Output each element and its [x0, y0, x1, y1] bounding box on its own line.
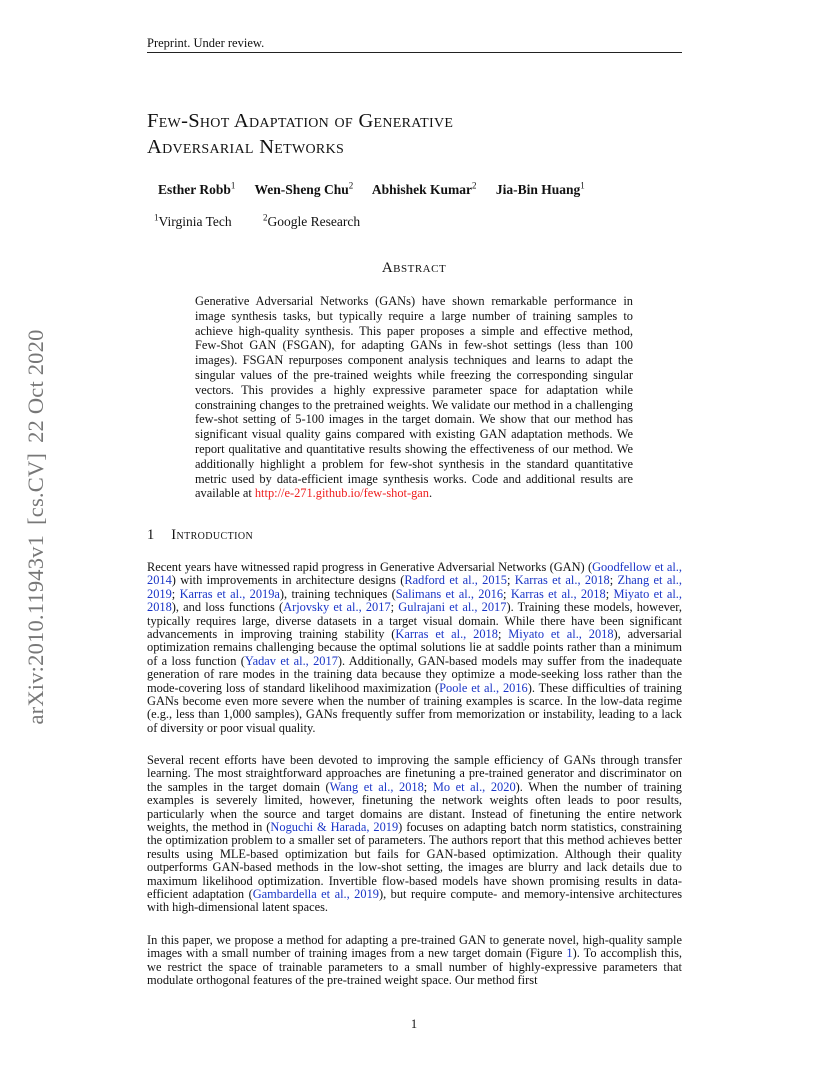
paragraph-text: ). Training these models, however, typically requires large, diverse datasets in a target visual domain. While there have been significant advancements in improving training stability (	[147, 600, 682, 642]
citation-link[interactable]: Salimans et al., 2016	[395, 586, 504, 601]
author-name: Abhishek Kumar	[371, 181, 473, 197]
abstract-text: Generative Adversarial Networks (GANs) have shown remarkable performance in image synthesis tasks, but typically require a large number of training samples to achieve high-quality synthesis. This paper proposes a simple and effective method, Few-Shot GAN (FSGAN), for adapting GANs in few-shot settings (less than 100 images). FSGAN repurposes component analysis techniques and learns to adapt the singular values of the pre-trained weights while freezing the corresponding singular vectors. This provides a highly expressive parameter space for adaptation while constraining changes to the pretrained weights. We validate our method in a challenging few-shot setting of 5-100 images in the target domain. We show that our method has significant visual quality gains compared with existing GAN adaptation methods. We report qualitative and quantitative results showing the effectiveness of our method. We additionally highlight a problem for few-shot synthesis in the standard quantitative metric used by data-efficient image synthesis works. Code and additional results are available at	[195, 294, 633, 501]
affiliation-number: 1	[154, 212, 159, 222]
author-name: Esther Robb	[158, 181, 231, 197]
citation-link[interactable]: Karras et al., 2018	[510, 586, 606, 601]
paragraph-text: ;	[171, 586, 180, 601]
author-name: Jia-Bin Huang	[495, 181, 581, 197]
intro-paragraph-2	[147, 754, 682, 915]
section-heading	[147, 527, 253, 544]
author	[158, 182, 235, 197]
abstract-body	[195, 294, 633, 501]
author	[372, 182, 477, 197]
affiliation	[263, 214, 360, 229]
abstract-end: .	[429, 486, 433, 501]
paragraph-text: In this paper, we propose a method for adapting a pre-trained GAN to generate novel, high-quality sample images with a small number of training images from a new target domain (Figure	[147, 933, 682, 961]
intro-paragraph-1	[147, 561, 682, 735]
paragraph-text: ). To accomplish this, we restrict the space of trainable parameters to a small number of highly-expressive parameters that modulate orthogonal features of the pre-trained weight space. Our method first	[147, 946, 682, 988]
paragraph-text: ;	[423, 779, 433, 794]
arxiv-stamp	[23, 292, 48, 762]
paragraph-text: ;	[605, 586, 614, 601]
affiliation	[154, 214, 232, 229]
project-url-link[interactable]: http://e-271.github.io/few-shot-gan	[254, 486, 429, 501]
citation-link[interactable]: Karras et al., 2018	[395, 627, 498, 642]
author-list	[158, 180, 601, 198]
paragraph-text: ). Additionally, GAN-based models may suffer from the inadequate generation of rare modes in the training data because they optimize a mode-seeking loss rather than the mode-covering loss of standard likelihood maximization (	[147, 653, 682, 695]
citation-link[interactable]: Noguchi & Harada, 2019	[270, 820, 399, 835]
citation-link[interactable]: Miyato et al., 2018	[147, 586, 682, 615]
section-number: 1	[147, 527, 155, 543]
paragraph-text: ), training techniques (	[279, 586, 396, 601]
author-affiliation-mark: 1	[580, 180, 585, 190]
citation-link[interactable]: Wang et al., 2018	[329, 779, 424, 794]
intro-paragraph-3	[147, 934, 682, 988]
title-line-1: Few-Shot Adaptation of Generative	[147, 110, 454, 132]
running-header: Preprint. Under review.	[147, 36, 265, 50]
citation-link[interactable]: Karras et al., 2019a	[179, 586, 280, 601]
citation-link[interactable]: Goodfellow et al., 2014	[147, 560, 682, 588]
arxiv-date: 22 Oct 2020	[23, 329, 48, 443]
section-title: Introduction	[171, 527, 254, 543]
paragraph-text: ), adversarial optimization remains challenging because the optimal solutions lie at saddle points rather than a minimum of a loss function (	[147, 627, 682, 668]
title-line-2: Adversarial Networks	[147, 136, 345, 158]
citation-link[interactable]: Gambardella et al., 2019	[252, 887, 379, 902]
paper-title	[147, 108, 687, 160]
author-name: Wen-Sheng Chu	[254, 181, 349, 197]
author-affiliation-mark: 1	[230, 180, 236, 190]
affiliation-list	[154, 212, 388, 230]
author	[255, 182, 354, 197]
author-affiliation-mark: 2	[472, 180, 477, 190]
paragraph-text: ). These difficulties of training GANs become even more severe when the number of training examples is scarce. In the low-data regime (e.g., less than 1,000 samples), GANs frequently suffer from memorization or instability, leading to a lack of diversity or poor visual quality.	[147, 680, 682, 735]
paragraph-text: ) with improvements in architecture designs (	[171, 573, 405, 588]
abstract-heading: Abstract	[381, 260, 447, 276]
author	[496, 182, 585, 197]
paragraph-text: ), but require compute- and memory-intensive architectures with high-dimensional latent spaces.	[147, 887, 683, 915]
affiliation-name: Virginia Tech	[158, 213, 232, 229]
citation-link[interactable]: Yadav et al., 2017	[244, 653, 338, 668]
header-rule	[147, 52, 682, 53]
paragraph-text: ). When the number of training examples is severely limited, however, finetuning the network weights often leads to poor results, particularly when the source and target domains are distant. Instead of finetuning the entire network weights, the method in (	[147, 779, 682, 835]
page-number: 1	[410, 1017, 418, 1031]
affiliation-name: Google Research	[267, 213, 361, 229]
arxiv-id: arXiv:2010.11943v1	[23, 534, 48, 725]
affiliation-number: 2	[262, 212, 268, 222]
arxiv-category: [cs.CV]	[23, 452, 48, 525]
citation-link[interactable]: Arjovsky et al., 2017	[283, 600, 391, 615]
paragraph-text: ;	[390, 600, 399, 615]
paragraph-text: Recent years have witnessed rapid progress in Generative Adversarial Networks (GAN) (	[147, 560, 593, 574]
citation-link[interactable]: Mo et al., 2020	[432, 779, 516, 794]
paragraph-text: ;	[506, 573, 515, 588]
citation-link[interactable]: Miyato et al., 2018	[508, 627, 614, 642]
paragraph-text: ), and loss functions (	[171, 600, 284, 615]
citation-link[interactable]: 1	[566, 946, 573, 961]
paragraph-text: ;	[609, 573, 618, 588]
author-affiliation-mark: 2	[348, 180, 354, 190]
citation-link[interactable]: Karras et al., 2018	[514, 573, 610, 588]
paragraph-text: ) focuses on adapting batch norm statistics, constraining the optimization problem to a smaller set of parameters. The authors report that this method achieves better results using MLE-based optimization but fails for GAN-based optimization. Although their quality outperforms GAN-based methods in the low-shot setting, the images are blurry and lack details due to maximum likelihood optimization. Invertible flow-based models have shown promising results in data-efficient adaptation (	[147, 820, 682, 902]
paragraph-text: Several recent efforts have been devoted to improving the sample efficiency of GANs through transfer learning. The most straightforward approaches are finetuning a pre-trained generator and discriminator on the samples in the target domain (	[147, 753, 682, 794]
citation-link[interactable]: Gulrajani et al., 2017	[398, 600, 507, 615]
citation-link[interactable]: Poole et al., 2016	[439, 680, 528, 695]
paragraph-text: ;	[503, 586, 511, 601]
citation-link[interactable]: Radford et al., 2015	[404, 573, 507, 588]
paragraph-text: ;	[497, 627, 509, 642]
citation-link[interactable]: Zhang et al., 2019	[147, 573, 682, 601]
